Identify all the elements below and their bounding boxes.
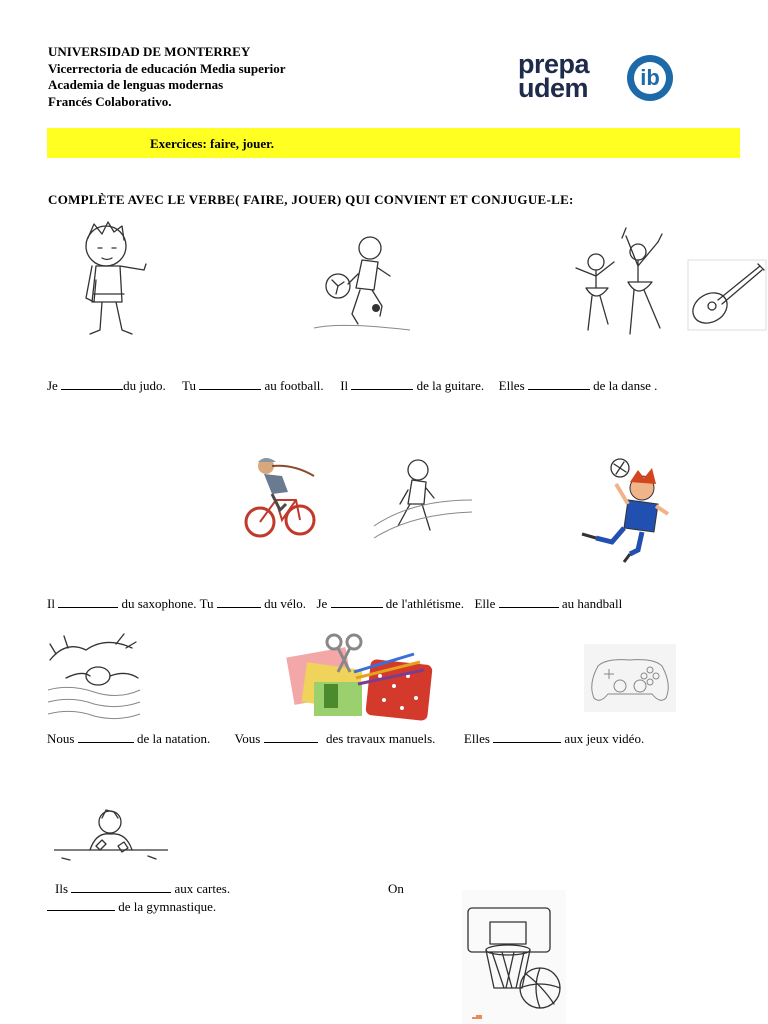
answer-blank-r1c[interactable] (351, 378, 413, 390)
instruction-text: COMPLÈTE AVEC LE VERBE( FAIRE, JOUER) QUI CONVIENT ET CONJUGUE-LE: (48, 192, 574, 207)
ib-logo-icon (626, 54, 676, 104)
r1-complement-guitare: de la guitare. (416, 378, 485, 393)
svg-text:ib: ib (640, 65, 660, 90)
guitar-icon (688, 260, 766, 330)
r3-complement-jeux: aux jeux vidéo. (564, 731, 645, 746)
answer-blank-r2c[interactable] (331, 596, 383, 608)
r1-complement-danse: de la danse . (593, 378, 658, 393)
r2-complement-velo: du vélo. (264, 596, 306, 611)
basketball-icon (462, 890, 566, 1024)
header-university: UNIVERSIDAD DE MONTERREY (48, 44, 251, 59)
answer-blank-r1b[interactable] (199, 378, 261, 390)
sentence-row-2 (47, 596, 622, 612)
running-icon (372, 456, 476, 540)
answer-blank-r4a[interactable] (71, 881, 171, 893)
r1-complement-football: au football. (264, 378, 324, 393)
r2-subject-il: Il (47, 596, 55, 611)
exercise-banner (47, 128, 740, 158)
answer-blank-r2d[interactable] (499, 596, 559, 608)
r2-complement-saxophone: du saxophone. (121, 596, 197, 611)
r4-complement-cartes: aux cartes. (174, 881, 231, 896)
r4-complement-gymnastique: de la gymnastique. (118, 899, 217, 914)
header-course: Francés Colaborativo. (48, 93, 172, 109)
answer-blank-r3c[interactable] (493, 731, 561, 743)
r3-complement-travaux: des travaux manuels. (326, 731, 436, 746)
answer-blank-r4b[interactable] (47, 899, 115, 911)
sentence-row-4 (55, 881, 230, 897)
football-icon (312, 234, 412, 334)
cards-icon (52, 806, 170, 868)
sentence-row-3 (47, 731, 644, 747)
r2-subject-je: Je (316, 596, 328, 611)
handball-icon (572, 454, 676, 566)
crafts-icon (284, 632, 436, 722)
answer-blank-r1a[interactable] (61, 378, 123, 390)
answer-blank-r1d[interactable] (528, 378, 590, 390)
logo-prepa-text: prepa (518, 49, 590, 79)
r3-complement-natation: de la natation. (136, 731, 211, 746)
r2-subject-elle: Elle (474, 596, 496, 611)
r3-subject-elles: Elles (463, 731, 490, 746)
sentence-row-1 (47, 378, 657, 394)
prepa-udem-logo (518, 49, 688, 112)
r2-complement-handball: au handball (561, 596, 623, 611)
logo-udem-text: udem (518, 73, 589, 103)
r2-subject-tu: Tu (199, 596, 214, 611)
swimming-icon (46, 630, 142, 722)
r1-subject-elles: Elles (498, 378, 525, 393)
answer-blank-r3b[interactable] (264, 731, 318, 743)
r1-subject-je: Je (47, 378, 58, 393)
cycling-icon (242, 454, 320, 542)
gamepad-icon (584, 644, 676, 712)
r2-complement-athletisme: de l'athlétisme. (385, 596, 464, 611)
judo-icon (64, 218, 154, 340)
r4-subject-on: On (388, 881, 404, 896)
r1-complement-judo: du judo. (123, 378, 166, 393)
banner-title: Exercices: faire, jouer. (150, 136, 274, 151)
answer-blank-r3a[interactable] (78, 731, 134, 743)
sentence-row-4-continued (47, 899, 216, 915)
r3-subject-nous: Nous (47, 731, 75, 746)
r4-subject-ils: Ils (55, 881, 68, 896)
answer-blank-r2a[interactable] (58, 596, 118, 608)
r1-subject-tu: Tu (181, 378, 196, 393)
answer-blank-r2b[interactable] (217, 596, 261, 608)
header-vicerrectoria: Vicerrectoria de educación Media superior (48, 60, 286, 76)
r1-subject-il: Il (340, 378, 349, 393)
header-academia: Academia de lenguas modernas (48, 77, 224, 92)
ballet-icon (568, 224, 678, 348)
r3-subject-vous: Vous (234, 731, 261, 746)
institution-header (48, 44, 286, 110)
